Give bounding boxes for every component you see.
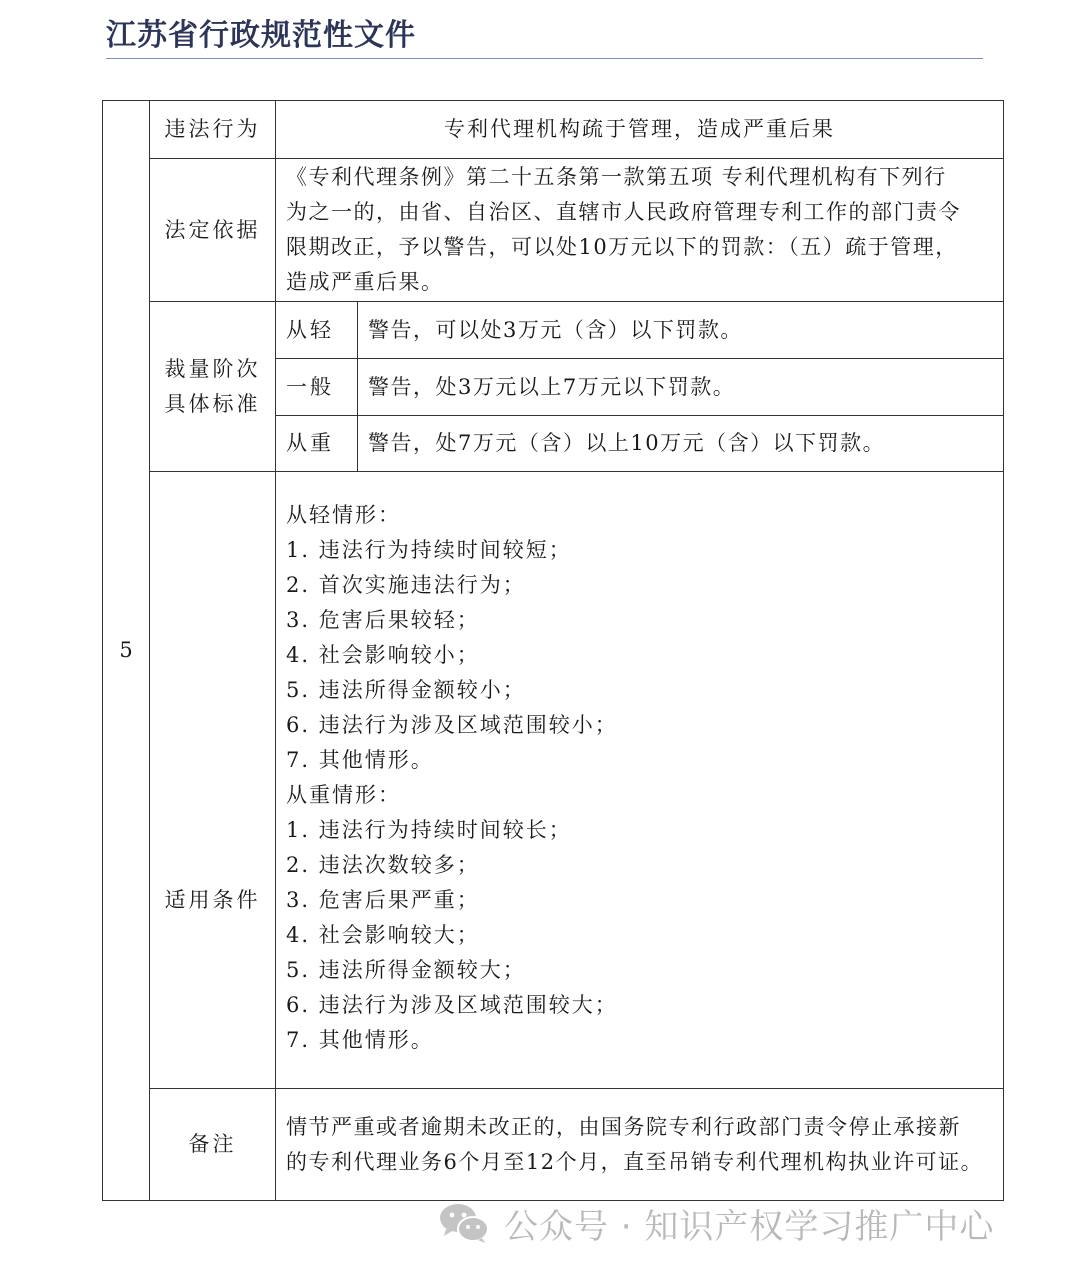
condition-line: 6. 违法行为涉及区域范围较小； (286, 713, 618, 737)
condition-line: 从轻情形： (286, 503, 401, 527)
remarks-line: 情节严重或者逾期未改正的，由国务院专利行政部门责令停止承接新 (286, 1114, 961, 1139)
condition-line: 2. 首次实施违法行为； (286, 573, 526, 597)
condition-line: 3. 危害后果严重； (286, 888, 480, 912)
conditions-label: 适用条件 (150, 472, 276, 1089)
remarks-label: 备注 (150, 1089, 276, 1201)
discretion-standard-table (102, 100, 1004, 1201)
legal-basis-label: 法定依据 (150, 159, 276, 302)
table-row (103, 159, 1004, 302)
wechat-icon (438, 1202, 490, 1244)
condition-line: 4. 社会影响较小； (286, 643, 480, 667)
condition-line: 3. 危害后果较轻； (286, 608, 480, 632)
condition-line: 5. 违法所得金额较大； (286, 958, 526, 982)
document-title: 江苏省行政规范性文件 (106, 18, 416, 53)
discretion-label (150, 302, 276, 472)
remarks-line: 的专利代理业务6个月至12个月，直至吊销专利代理机构执业许可证。 (286, 1149, 984, 1174)
condition-line: 1. 违法行为持续时间较短； (286, 538, 572, 562)
condition-line: 7. 其他情形。 (286, 748, 434, 772)
level-heavy: 从重 (276, 416, 358, 472)
table-row (103, 302, 1004, 359)
watermark (438, 1196, 994, 1250)
legal-basis-line: 为之一的，由省、自治区、直辖市人民政府管理专利工作的部门责令 (286, 200, 961, 224)
legal-basis-text (276, 159, 1004, 302)
level-normal-standard: 警告，处3万元以上7万元以下罚款。 (358, 359, 1004, 416)
document-header (106, 14, 983, 59)
level-normal: 一般 (276, 359, 358, 416)
condition-line: 4. 社会影响较大； (286, 923, 480, 947)
table-row (103, 472, 1004, 1089)
table-row (103, 1089, 1004, 1201)
level-heavy-standard: 警告，处7万元（含）以上10万元（含）以下罚款。 (358, 416, 1004, 472)
discretion-label-line: 裁量阶次 (164, 356, 261, 381)
level-light-standard: 警告，可以处3万元（含）以下罚款。 (358, 302, 1004, 359)
condition-line: 2. 违法次数较多； (286, 853, 480, 877)
legal-basis-line: 《专利代理条例》第二十五条第一款第五项 专利代理机构有下列行 (286, 165, 947, 189)
violation-label: 违法行为 (150, 101, 276, 159)
condition-line: 1. 违法行为持续时间较长； (286, 818, 572, 842)
remarks-text (276, 1089, 1004, 1201)
discretion-label-line: 具体标准 (164, 391, 261, 416)
level-light: 从轻 (276, 302, 358, 359)
condition-line: 7. 其他情形。 (286, 1028, 434, 1052)
table-row (103, 101, 1004, 159)
conditions-list (276, 472, 1004, 1089)
condition-line: 5. 违法所得金额较小； (286, 678, 526, 702)
legal-basis-line: 造成严重后果。 (286, 270, 444, 294)
condition-line: 从重情形： (286, 783, 401, 807)
legal-basis-line: 限期改正，予以警告，可以处10万元以下的罚款：（五）疏于管理， (286, 235, 958, 259)
condition-line: 6. 违法行为涉及区域范围较大； (286, 993, 618, 1017)
watermark-text: 公众号 · 知识产权学习推广中心 (504, 1206, 995, 1247)
violation-value: 专利代理机构疏于管理，造成严重后果 (276, 101, 1004, 159)
row-number: 5 (103, 101, 150, 1201)
